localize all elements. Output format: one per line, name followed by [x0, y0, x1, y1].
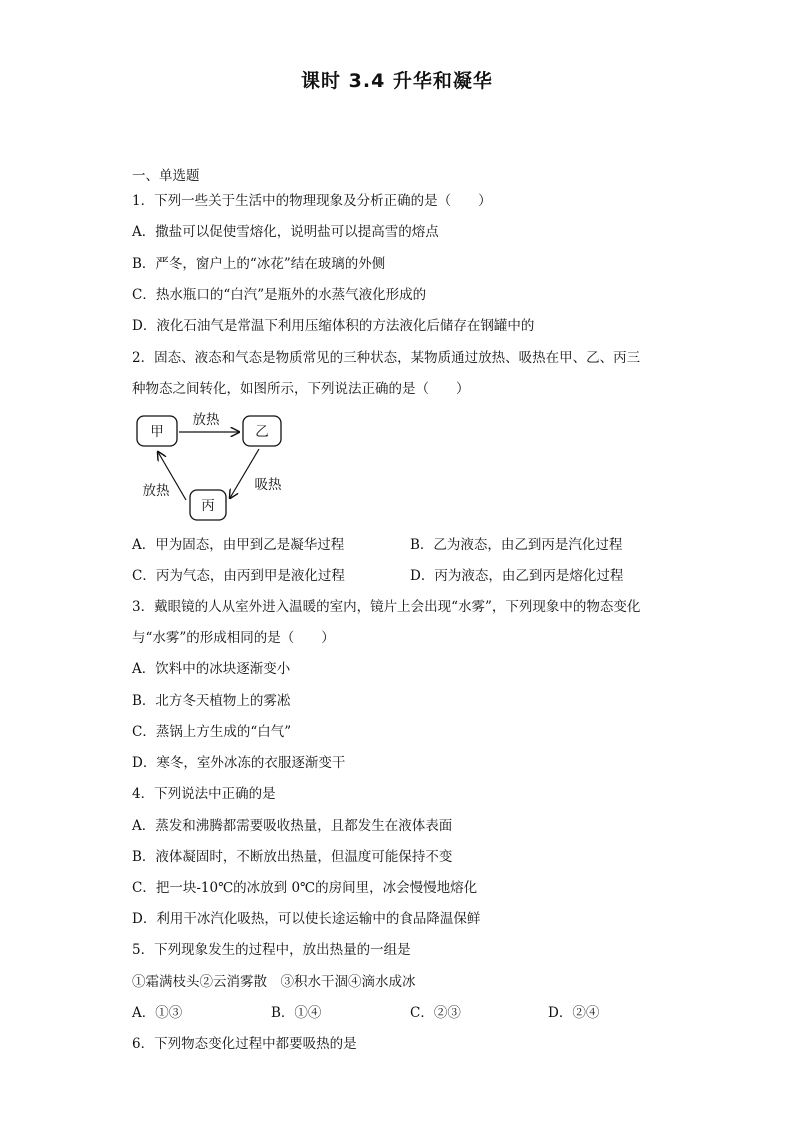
node-yi-label: 乙: [255, 424, 269, 440]
question-3-option-d: D．寒冬，室外冰冻的衣服逐渐变干: [132, 755, 346, 771]
question-2-stem-line1: 2．固态、液态和气态是物质常见的三种状态，某物质通过放热、吸热在甲、乙、丙三: [132, 350, 641, 366]
question-4-stem: 4．下列说法中正确的是: [132, 786, 276, 802]
question-1-option-d: D．液化石油气是常温下利用压缩体积的方法液化后储存在钢罐中的: [132, 318, 535, 334]
label-bing-to-jia: 放热: [142, 483, 170, 499]
question-5-option-c: C．②③: [410, 1005, 461, 1021]
question-5-option-b: B．①④: [271, 1005, 322, 1021]
question-5-stem: 5．下列现象发生的过程中，放出热量的一组是: [132, 942, 411, 958]
question-2-option-c: C．丙为气态，由丙到甲是液化过程: [132, 568, 345, 584]
question-1-option-b: B．严冬，窗户上的“冰花”结在玻璃的外侧: [132, 256, 386, 272]
question-5-option-d: D．②④: [548, 1005, 600, 1021]
label-jia-to-yi: 放热: [192, 412, 220, 428]
question-4-option-a: A．蒸发和沸腾都需要吸收热量，且都发生在液体表面: [132, 818, 453, 834]
question-6-stem: 6．下列物态变化过程中都要吸热的是: [132, 1036, 357, 1052]
question-3-stem-line2: 与“水雾”的形成相同的是（ ）: [132, 630, 335, 646]
question-2-stem-line2: 种物态之间转化，如图所示，下列说法正确的是（ ）: [132, 381, 470, 397]
question-3-option-a: A．饮料中的冰块逐渐变小: [132, 661, 291, 677]
label-yi-to-bing: 吸热: [254, 477, 282, 493]
question-4-option-d: D．利用干冰汽化吸热，可以使长途运输中的食品降温保鲜: [132, 911, 481, 927]
question-5-option-a: A．①③: [132, 1005, 183, 1021]
question-3-stem-line1: 3．戴眼镜的人从室外进入温暖的室内，镜片上会出现“水雾”，下列现象中的物态变化: [132, 599, 641, 615]
question-2-option-b: B．乙为液态，由乙到丙是汽化过程: [410, 537, 623, 553]
question-3-option-c: C．蒸锅上方生成的“白气”: [132, 724, 292, 740]
node-jia-label: 甲: [150, 424, 164, 440]
question-2-option-d: D．丙为液态，由乙到丙是熔化过程: [410, 568, 624, 584]
question-1-option-a: A．撒盐可以促使雪熔化，说明盐可以提高雪的熔点: [132, 224, 439, 240]
node-bing-label: 丙: [201, 498, 215, 514]
page-title: 课时 3.4 升华和凝华: [301, 70, 493, 92]
state-change-diagram: [120, 402, 320, 532]
question-4-option-c: C．把一块-10℃的冰放到 0℃的房间里，冰会慢慢地熔化: [132, 880, 478, 896]
question-5-items: ①霜满枝头②云消雾散 ③积水干涸④滴水成冰: [132, 974, 416, 990]
section-heading: 一、单选题: [132, 168, 200, 184]
question-2-option-a: A．甲为固态，由甲到乙是凝华过程: [132, 537, 345, 553]
question-1-stem: 1．下列一些关于生活中的物理现象及分析正确的是（ ）: [132, 193, 492, 209]
question-4-option-b: B．液体凝固时，不断放出热量，但温度可能保持不变: [132, 849, 453, 865]
question-1-option-c: C．热水瓶口的“白汽”是瓶外的水蒸气液化形成的: [132, 287, 427, 303]
question-3-option-b: B．北方冬天植物上的雾凇: [132, 693, 291, 709]
